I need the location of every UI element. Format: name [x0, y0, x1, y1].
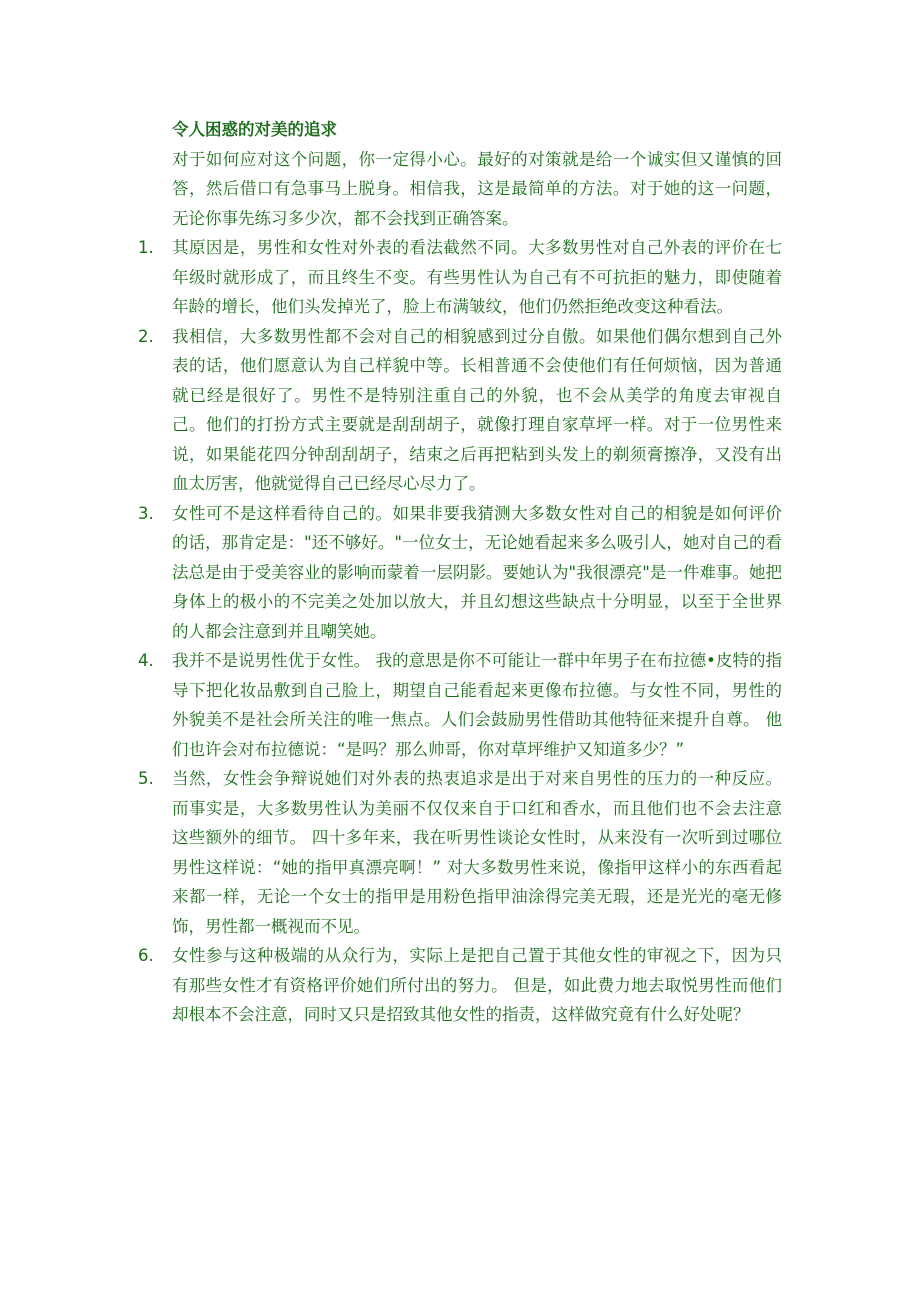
list-item — [138, 646, 782, 764]
list-item-number: 5. — [138, 769, 154, 788]
list-item-number: 4. — [138, 651, 154, 670]
list-item-text: 女性可不是这样看待自己的。如果非要我猜测大多数女性对自己的相貌是如何评价的话，那肯定是："还不够好。"一位女士，无论她看起来多么吸引人，她对自己的看法总是由于受美容业的影响而蒙着一层阴影。要她认为"我很漂亮"是一件难事。她把身体上的极小的不完美之处加以放大，并且幻想这些缺点十分明显，以至于全世界的人都会注意到并且嘲笑她。 — [172, 503, 782, 641]
list-item — [138, 322, 782, 499]
numbered-list — [138, 233, 782, 1030]
list-item-number: 3. — [138, 503, 154, 523]
list-item — [138, 941, 782, 1030]
list-item — [138, 499, 782, 647]
list-item — [138, 233, 782, 322]
document-title: 令人困惑的对美的追求 — [172, 120, 337, 139]
list-item-text: 我并不是说男性优于女性。 我的意思是你不可能让一群中年男子在布拉德•皮特的指导下把化妆品敷到自己脸上，期望自己能看起来更像布拉德。与女性不同，男性的外貌美不是社会所关注的唯一焦点。人们会鼓励男性借助其他特征来提升自尊。 他们也许会对布拉德说：“是吗？那么帅哥，你对草坪维护又知道多少？” — [172, 651, 782, 759]
list-item-text: 我相信，大多数男性都不会对自己的相貌感到过分自傲。如果他们偶尔想到自己外表的话，他们愿意认为自己样貌中等。长相普通不会使他们有任何烦恼，因为普通就已经是很好了。男性不是特别注重自己的外貌，也不会从美学的角度去审视自己。他们的打扮方式主要就是刮刮胡子，就像打理自家草坪一样。对于一位男性来说，如果能花四分钟刮刮胡子，结束之后再把粘到头发上的剃须膏擦净，又没有出血太厉害，他就觉得自己已经尽心尽力了。 — [172, 326, 782, 493]
list-item-number: 2. — [138, 326, 154, 346]
document-body — [138, 115, 782, 1030]
list-item-number: 6. — [138, 946, 154, 965]
list-item-text: 当然，女性会争辩说她们对外表的热衷追求是出于对来自男性的压力的一种反应。 而事实是，大多数男性认为美丽不仅仅来自于口红和香水，而且他们也不会去注意这些额外的细节。 四十多年来，我在听男性谈论女性时，从来没有一次听到过哪位男性这样说：“她的指甲真漂亮啊！” 对大多数男性来说，像指甲这样小的东西看起来都一样，无论一个女士的指甲是用粉色指甲油涂得完美无瑕，还是光光的毫无修饰，男性都一概视而不见。 — [172, 769, 782, 936]
list-item — [138, 764, 782, 941]
list-item-text: 女性参与这种极端的从众行为，实际上是把自己置于其他女性的审视之下，因为只有那些女性才有资格评价她们所付出的努力。 但是，如此费力地去取悦男性而他们却根本不会注意，同时又只是招致其他女性的指责，这样做究竟有什么好处呢？ — [172, 946, 782, 1024]
list-item-number: 1. — [138, 238, 154, 257]
intro-paragraph: 对于如何应对这个问题，你一定得小心。最好的对策就是给一个诚实但又谨慎的回答，然后借口有急事马上脱身。相信我，这是最简单的方法。对于她的这一问题，无论你事先练习多少次，都不会找到正确答案。 — [172, 149, 782, 228]
list-item-text: 其原因是，男性和女性对外表的看法截然不同。大多数男性对自己外表的评价在七年级时就形成了，而且终生不变。有些男性认为自己有不可抗拒的魅力，即使随着年龄的增长，他们头发掉光了，脸上布满皱纹，他们仍然拒绝改变这种看法。 — [172, 238, 782, 316]
